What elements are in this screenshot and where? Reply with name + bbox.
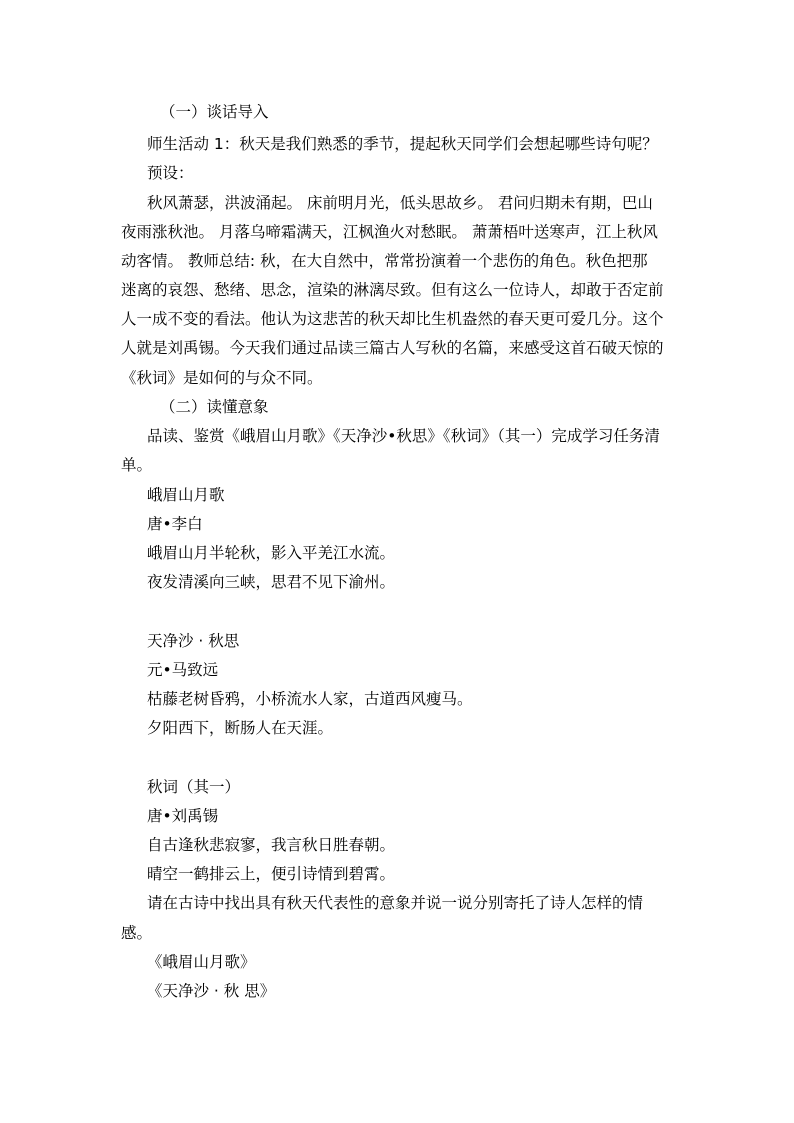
activity-text: 师生活动 1：秋天是我们熟悉的季节，提起秋天同学们会想起哪些诗句呢？ bbox=[147, 135, 658, 153]
poem-line: 峨眉山月半轮秋，影入平羌江水流。 bbox=[147, 544, 396, 562]
poem-title: 天净沙 · 秋思 bbox=[147, 632, 240, 650]
section-heading: （一）谈话导入 bbox=[160, 103, 269, 121]
task-line: 单。 bbox=[121, 456, 153, 474]
poem-line: 夕阳西下，断肠人在天涯。 bbox=[147, 719, 334, 737]
poem-line: 枯藤老树昏鸦，小桥流水人家，古道西风瘦马。 bbox=[147, 690, 473, 708]
poem-line: 晴空一鹤排云上，便引诗情到碧霄。 bbox=[147, 865, 396, 883]
paragraph-line: 人就是刘禹锡。今天我们通过品读三篇古人写秋的名篇，来感受这首石破天惊的 bbox=[121, 339, 664, 357]
poem-author: 唐•李白 bbox=[147, 515, 203, 533]
poem-author: 唐•刘禹锡 bbox=[147, 807, 219, 825]
question-line: 感。 bbox=[121, 924, 153, 942]
poem-line: 自古逢秋悲寂寥，我言秋日胜春朝。 bbox=[147, 836, 396, 854]
question-line: 请在古诗中找出具有秋天代表性的意象并说一说分别寄托了诗人怎样的情 bbox=[147, 894, 644, 912]
paragraph-line: 动客情。 教师总结: 秋，在大自然中，常常扮演着一个悲伤的角色。秋色把那 bbox=[121, 252, 648, 270]
paragraph-line: 夜雨涨秋池。 月落乌啼霜满天，江枫渔火对愁眠。 萧萧梧叶送寒声，江上秋风 bbox=[121, 223, 658, 241]
paragraph-line: 秋风萧瑟，洪波涌起。 床前明月光，低头思故乡。 君问归期未有期，巴山 bbox=[147, 194, 653, 212]
section-heading: （二）读懂意象 bbox=[160, 398, 269, 416]
answer-label: 《天净沙 · 秋 思》 bbox=[147, 982, 276, 1000]
poem-title: 峨眉山月歌 bbox=[147, 486, 225, 504]
paragraph-line: 迷离的哀怨、愁绪、思念，渲染的淋漓尽致。但有这么一位诗人，却敢于否定前 bbox=[121, 281, 664, 299]
poem-title: 秋词（其一） bbox=[147, 778, 241, 796]
poem-author: 元•马致远 bbox=[147, 661, 219, 679]
preset-label: 预设： bbox=[147, 164, 194, 182]
paragraph-line: 人一成不变的看法。他认为这悲苦的秋天却比生机盎然的春天更可爱几分。这个 bbox=[121, 310, 664, 328]
poem-line: 夜发清溪向三峡，思君不见下渝州。 bbox=[147, 573, 396, 591]
task-line: 品读、鉴赏《峨眉山月歌》《天净沙•秋思》《秋词》（其一）完成学习任务清 bbox=[147, 427, 660, 445]
paragraph-line: 《秋词》是如何的与众不同。 bbox=[121, 369, 323, 387]
answer-label: 《峨眉山月歌》 bbox=[147, 953, 256, 971]
